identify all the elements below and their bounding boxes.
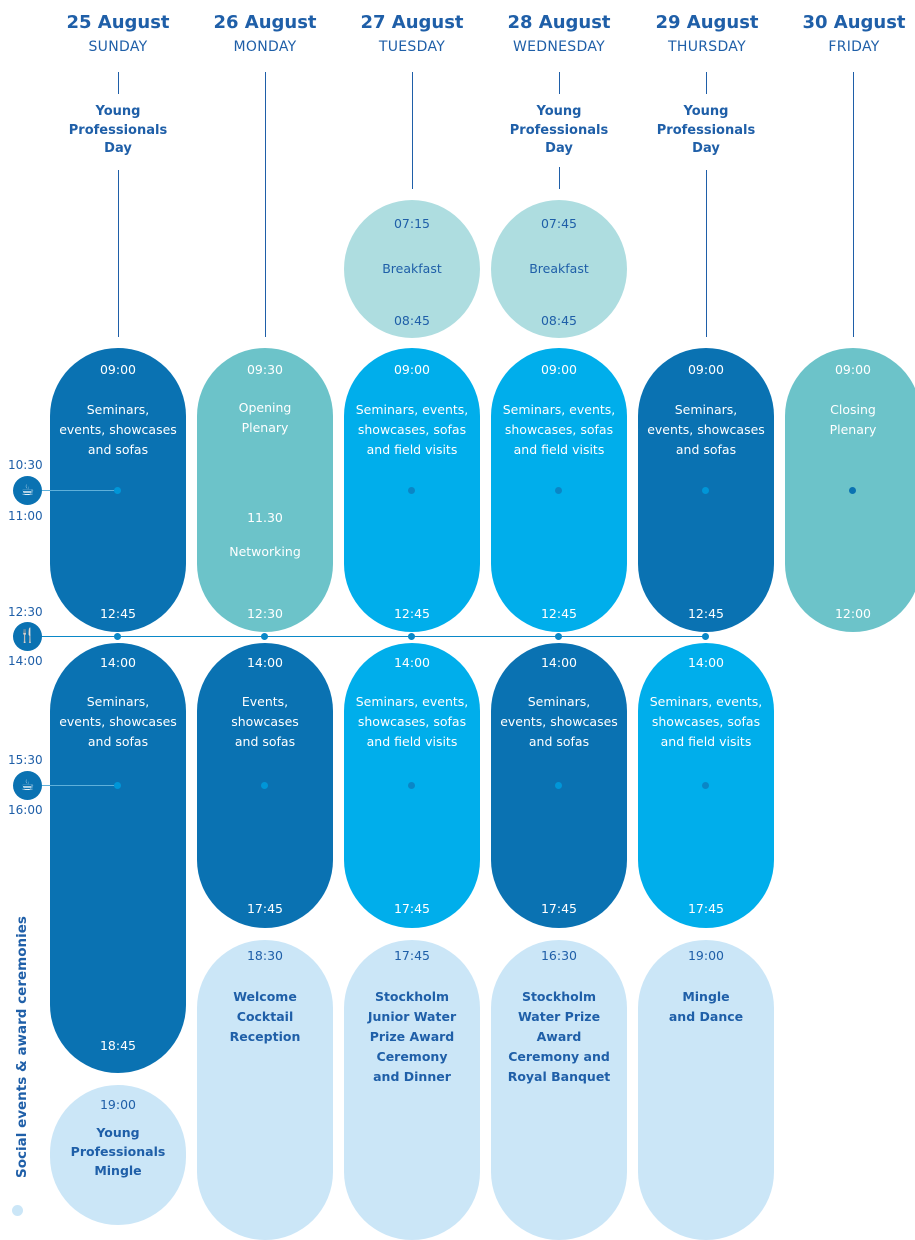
breakfast-tue: [344, 200, 480, 338]
session-start-time: 09:00: [687, 362, 725, 377]
session-start-time: 09:00: [99, 362, 137, 377]
session-line: events, showcases: [59, 714, 177, 729]
connector-line: [118, 170, 119, 337]
coffee-dot: [555, 487, 562, 494]
coffee-dot: [849, 487, 856, 494]
event-line: Water Prize: [517, 1009, 601, 1024]
session-line: and field visits: [366, 442, 458, 457]
day-weekday: SUNDAY: [88, 39, 148, 55]
session-start-time: 09:00: [393, 362, 431, 377]
event-line: Welcome: [233, 989, 297, 1004]
session-line: Events,: [241, 694, 289, 709]
session-line: showcases, sofas: [357, 714, 467, 729]
day-weekday: THURSDAY: [668, 39, 746, 55]
session-end-time: 12:30: [246, 606, 284, 621]
young-professionals-day-label: Young Professionals Day: [509, 104, 609, 156]
event-line: Professionals: [70, 1144, 166, 1159]
coffee-dot: [702, 487, 709, 494]
day-date: 26 August: [213, 12, 317, 33]
session-end-time: 17:45: [246, 901, 284, 916]
event-start-time: 19:00: [687, 948, 725, 963]
session-line: showcases: [231, 714, 299, 729]
breakfast-wed: [491, 200, 627, 338]
event-line: Reception: [229, 1029, 301, 1044]
session-line: Opening: [238, 400, 292, 415]
event-line: and Dance: [668, 1009, 744, 1024]
coffee-cup-icon: ☕: [13, 476, 42, 505]
event-start-time: 19:00: [99, 1097, 137, 1112]
coffee-break-line: [42, 490, 118, 491]
event-start-time: 16:30: [540, 948, 578, 963]
event-line: Ceremony: [376, 1049, 448, 1064]
session-line: and field visits: [366, 734, 458, 749]
day-weekday: MONDAY: [233, 39, 297, 55]
event-line: Stockholm: [374, 989, 450, 1004]
day-weekday: FRIDAY: [828, 39, 880, 55]
day-weekday: TUESDAY: [378, 39, 446, 55]
session-line: events, showcases: [647, 422, 765, 437]
session-line: Closing: [830, 402, 876, 417]
session-line: and sofas: [234, 734, 296, 749]
event-line: Stockholm: [521, 989, 597, 1004]
session-line: and field visits: [513, 442, 605, 457]
day-date: 28 August: [507, 12, 611, 33]
session-end-time: 12:45: [99, 606, 137, 621]
session-start-time: 14:00: [393, 655, 431, 670]
session-line: Seminars,: [86, 402, 150, 417]
coffee-break-line: [42, 785, 118, 786]
session-start-time: 14:00: [246, 655, 284, 670]
young-professionals-day-label: Young Professionals Day: [656, 104, 756, 156]
connector-line: [118, 72, 119, 94]
session-end-time: 18:45: [99, 1038, 137, 1053]
morning-session-mon: [197, 348, 333, 632]
connector-line: [706, 72, 707, 94]
session-start-time: 14:00: [540, 655, 578, 670]
evening-event-wed: [491, 940, 627, 1240]
fork-knife-icon: 🍴: [13, 622, 42, 651]
session-line: Seminars,: [86, 694, 150, 709]
coffee-dot: [555, 782, 562, 789]
young-professionals-day-label: Young Professionals Day: [68, 104, 168, 156]
session-line: Seminars, events,: [502, 402, 616, 417]
session-line: showcases, sofas: [357, 422, 467, 437]
event-line: Young: [96, 1125, 140, 1140]
event-line: Junior Water: [367, 1009, 457, 1024]
session-line: Plenary: [829, 422, 877, 437]
event-line: Cocktail: [236, 1009, 294, 1024]
coffee-dot: [261, 782, 268, 789]
evening-event-thu: [638, 940, 774, 1240]
event-line: Mingle: [682, 989, 730, 1004]
session-start-time: 14:00: [687, 655, 725, 670]
session-line: Seminars, events,: [355, 694, 469, 709]
session-end-time: 17:45: [393, 901, 431, 916]
coffee-dot: [702, 782, 709, 789]
day-date: 25 August: [66, 12, 170, 33]
session-line: and sofas: [528, 734, 590, 749]
breakfast-start-time: 07:15: [393, 216, 431, 231]
session-end-time: 12:00: [834, 606, 872, 621]
breakfast-start-time: 07:45: [540, 216, 578, 231]
connector-line: [412, 72, 413, 189]
lunch-dot: [702, 633, 709, 640]
coffee-break-start: 10:30: [8, 458, 43, 472]
connector-line: [853, 72, 854, 337]
lunch-dot: [114, 633, 121, 640]
session-end-time: 17:45: [540, 901, 578, 916]
session-start-time: 14:00: [99, 655, 137, 670]
day-date: 27 August: [360, 12, 464, 33]
lunch-dot: [408, 633, 415, 640]
networking-time: 11.30: [247, 510, 283, 525]
side-label-dot: [12, 1205, 23, 1216]
coffee-break-start: 15:30: [8, 753, 43, 767]
coffee-dot: [114, 782, 121, 789]
afternoon-session-sun: [50, 643, 186, 1073]
lunch-dot: [555, 633, 562, 640]
session-line: Seminars,: [527, 694, 591, 709]
breakfast-label: Breakfast: [382, 261, 442, 276]
session-line: Plenary: [241, 420, 289, 435]
social-events-side-label: Social events & award ceremonies: [14, 916, 30, 1178]
session-end-time: 12:45: [687, 606, 725, 621]
breakfast-end-time: 08:45: [393, 313, 431, 328]
connector-line: [706, 170, 707, 337]
session-end-time: 12:45: [540, 606, 578, 621]
session-end-time: 17:45: [687, 901, 725, 916]
session-line: events, showcases: [59, 422, 177, 437]
session-line: showcases, sofas: [651, 714, 761, 729]
networking-label: Networking: [229, 544, 301, 559]
session-line: showcases, sofas: [504, 422, 614, 437]
evening-event-mon: [197, 940, 333, 1240]
session-line: Seminars,: [674, 402, 738, 417]
coffee-cup-icon: ☕: [13, 771, 42, 800]
evening-event-tue: [344, 940, 480, 1240]
event-line: Mingle: [94, 1163, 142, 1178]
session-line: and sofas: [87, 442, 149, 457]
lunch-end: 14:00: [8, 654, 43, 668]
day-weekday: WEDNESDAY: [513, 39, 605, 55]
session-start-time: 09:00: [540, 362, 578, 377]
coffee-break-end: 16:00: [8, 803, 43, 817]
session-start-time: 09:00: [834, 362, 872, 377]
coffee-break-end: 11:00: [8, 509, 43, 523]
lunch-break-line: [42, 636, 706, 637]
session-line: and field visits: [660, 734, 752, 749]
session-line: and sofas: [675, 442, 737, 457]
session-line: and sofas: [87, 734, 149, 749]
event-start-time: 18:30: [246, 948, 284, 963]
breakfast-label: Breakfast: [529, 261, 589, 276]
event-start-time: 17:45: [393, 948, 431, 963]
session-start-time: 09:30: [246, 362, 284, 377]
event-line: Prize Award: [369, 1029, 455, 1044]
event-line: and Dinner: [373, 1069, 451, 1084]
day-date: 29 August: [655, 12, 759, 33]
event-line: Ceremony and: [508, 1049, 610, 1064]
coffee-dot: [114, 487, 121, 494]
event-line: Award: [536, 1029, 582, 1044]
session-line: Seminars, events,: [355, 402, 469, 417]
connector-line: [265, 72, 266, 337]
lunch-dot: [261, 633, 268, 640]
day-date: 30 August: [802, 12, 906, 33]
session-end-time: 12:45: [393, 606, 431, 621]
coffee-dot: [408, 782, 415, 789]
session-line: Seminars, events,: [649, 694, 763, 709]
connector-line: [559, 72, 560, 94]
evening-event-sun: [50, 1085, 186, 1225]
event-line: Royal Banquet: [507, 1069, 611, 1084]
coffee-dot: [408, 487, 415, 494]
lunch-start: 12:30: [8, 605, 43, 619]
breakfast-end-time: 08:45: [540, 313, 578, 328]
session-line: events, showcases: [500, 714, 618, 729]
connector-line: [559, 167, 560, 189]
